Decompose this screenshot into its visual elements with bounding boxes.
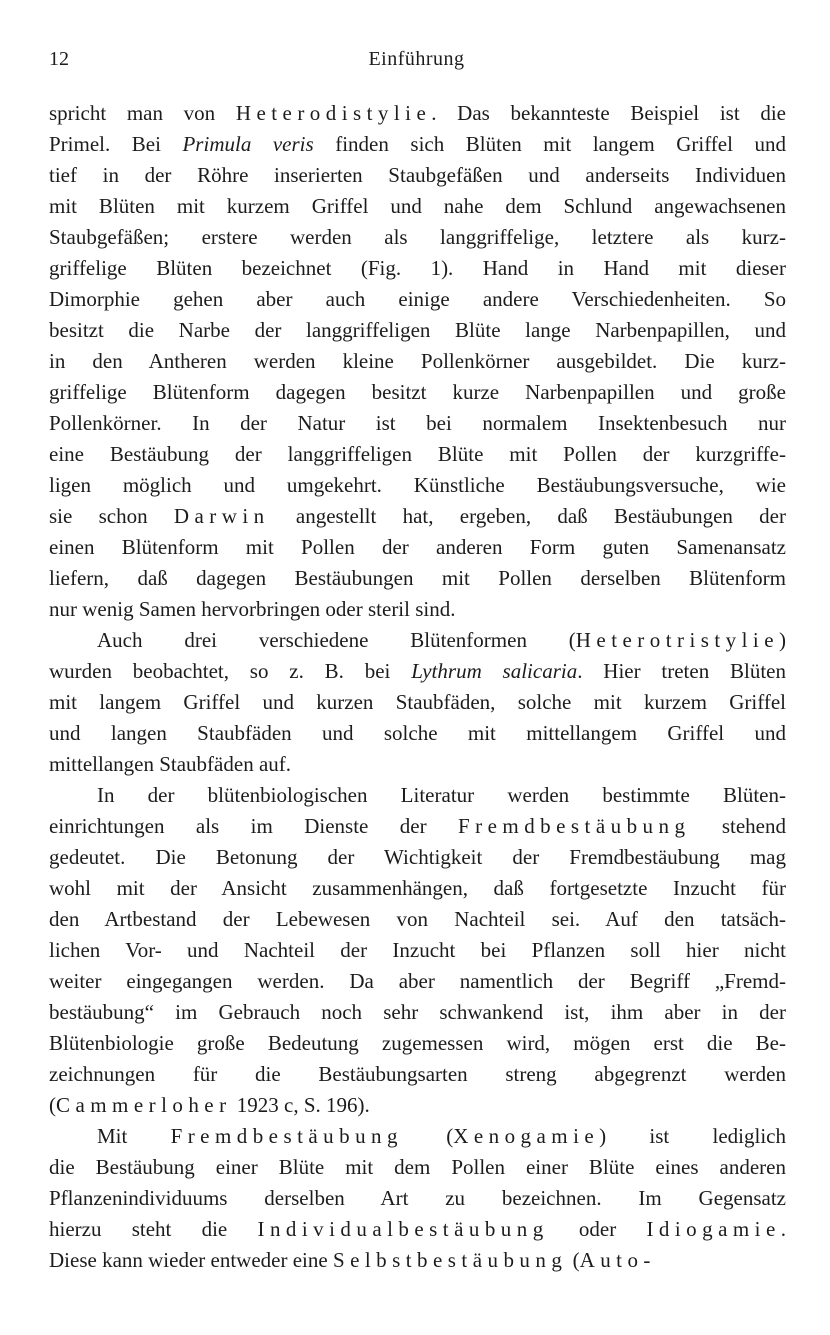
spaced-term: Fremdbestäubung <box>170 1124 403 1148</box>
text-segment: die Bestäubung einer Blüte mit dem Pollen einer Blüte eines anderen <box>49 1155 786 1179</box>
spaced-term: Darwin <box>173 504 270 528</box>
text-line <box>49 718 786 749</box>
spaced-term: Individualbestäubung <box>257 1217 549 1241</box>
text-segment: wohl mit der Ansicht zusammenhängen, daß fortgesetzte Inzucht für <box>49 876 786 900</box>
text-line <box>49 408 786 439</box>
text-segment: Pflanzenindividuums derselben Art zu bezeichnen. Im Gegensatz <box>49 1186 786 1210</box>
text-segment: liefern, daß dagegen Bestäubungen mit Pollen derselben Blütenform <box>49 566 786 590</box>
text-line <box>49 563 786 594</box>
text-segment: lichen Vor- und Nachteil der Inzucht bei Pflanzen soll hier nicht <box>49 938 786 962</box>
text-line <box>49 98 786 129</box>
text-line <box>49 1090 786 1121</box>
text-segment: tief in der Röhre inserierten Staubgefäßen und anderseits Individuen <box>49 163 786 187</box>
text-segment: und langen Staubfäden und solche mit mittellangem Griffel und <box>49 721 786 745</box>
text-segment: weiter eingegangen werden. Da aber namentlich der Begriff „Fremd- <box>49 969 786 993</box>
text-segment: Dimorphie gehen aber auch einige andere Verschiedenheiten. So <box>49 287 786 311</box>
text-segment: Pollenkörner. In der Natur ist bei normalem Insektenbesuch nur <box>49 411 786 435</box>
text-line <box>49 1121 786 1152</box>
text-segment: ( <box>402 1124 454 1148</box>
text-segment: Diese kann wieder entweder eine <box>49 1248 333 1272</box>
text-line <box>49 1214 786 1245</box>
page-number: 12 <box>49 48 69 70</box>
text-segment: ( <box>567 1248 580 1272</box>
spaced-term: Auto- <box>579 1248 656 1272</box>
text-segment: ligen möglich und umgekehrt. Künstliche Bestäubungsversuche, wie <box>49 473 786 497</box>
text-segment: . Das bekannteste Beispiel ist die <box>431 101 786 125</box>
text-line <box>49 284 786 315</box>
text-segment: mit langem Griffel und kurzen Staubfäden, solche mit kurzem Griffel <box>49 690 786 714</box>
spaced-term: Idiogamie <box>646 1217 781 1241</box>
text-segment: 1923 c, S. 196). <box>231 1093 370 1117</box>
text-line <box>49 160 786 191</box>
text-line <box>49 315 786 346</box>
text-line <box>49 377 786 408</box>
text-segment: angestellt hat, ergeben, daß Bestäubungen der <box>269 504 786 528</box>
spaced-term: Cammerloher <box>56 1093 232 1117</box>
text-segment: finden sich Blüten mit langem Griffel und <box>313 132 786 156</box>
spaced-term: Fremdbestäubung <box>458 814 691 838</box>
text-line <box>49 191 786 222</box>
text-segment: mittellangen Staubfäden auf. <box>49 752 292 776</box>
text-segment: zeichnungen für die Bestäubungsarten streng abgegrenzt werden <box>49 1062 786 1086</box>
spaced-term: Xenogamie <box>453 1124 600 1148</box>
text-segment: einrichtungen als im Dienste der <box>49 814 459 838</box>
text-segment: ) <box>779 628 786 652</box>
text-segment: ( <box>49 1093 56 1117</box>
text-segment: Staubgefäßen; erstere werden als langgriffelige, letztere als kurz- <box>49 225 786 249</box>
italic-term: Lythrum salicaria <box>411 659 578 683</box>
text-line <box>49 1245 786 1276</box>
text-segment: Mit <box>97 1124 171 1148</box>
text-segment: einen Blütenform mit Pollen der anderen Form guten Samenansatz <box>49 535 786 559</box>
text-segment: oder <box>548 1217 647 1241</box>
text-line <box>49 997 786 1028</box>
text-line <box>49 470 786 501</box>
spaced-term: Heterotristylie <box>575 628 779 652</box>
text-line <box>49 811 786 842</box>
text-line <box>49 935 786 966</box>
text-line <box>49 873 786 904</box>
text-segment: bestäubung“ im Gebrauch noch sehr schwankend ist, ihm aber in der <box>49 1000 786 1024</box>
text-segment: wurden beobachtet, so z. B. bei <box>49 659 412 683</box>
text-segment: Auch drei verschiedene Blütenformen ( <box>97 628 576 652</box>
spaced-term: Heterodistylie <box>235 101 432 125</box>
text-line <box>49 501 786 532</box>
text-segment: griffelige Blüten bezeichnet (Fig. 1). Hand in Hand mit dieser <box>49 256 786 280</box>
text-segment: in den Antheren werden kleine Pollenkörner ausgebildet. Die kurz- <box>49 349 786 373</box>
text-segment: sie schon <box>49 504 174 528</box>
text-line <box>49 129 786 160</box>
text-line <box>49 439 786 470</box>
text-line <box>49 594 786 625</box>
text-line <box>49 253 786 284</box>
text-line <box>49 532 786 563</box>
text-segment: spricht man von <box>49 101 236 125</box>
text-line <box>49 1152 786 1183</box>
text-segment: nur wenig Samen hervorbringen oder steril sind. <box>49 597 456 621</box>
text-line <box>49 749 786 780</box>
page-header <box>49 48 784 78</box>
text-line <box>49 842 786 873</box>
text-segment: stehend <box>690 814 786 838</box>
text-line <box>49 1028 786 1059</box>
text-line <box>49 346 786 377</box>
text-line <box>49 625 786 656</box>
body-text <box>49 98 786 1276</box>
text-segment: gedeutet. Die Betonung der Wichtigkeit der Fremdbestäubung mag <box>49 845 786 869</box>
text-line <box>49 1059 786 1090</box>
text-segment: hierzu steht die <box>49 1217 258 1241</box>
text-line <box>49 904 786 935</box>
text-segment: In der blütenbiologischen Literatur werden bestimmte Blüten- <box>97 783 786 807</box>
text-line <box>49 222 786 253</box>
text-segment: besitzt die Narbe der langgriffeligen Blüte lange Narbenpapillen, und <box>49 318 786 342</box>
text-segment: mit Blüten mit kurzem Griffel und nahe dem Schlund angewachsenen <box>49 194 786 218</box>
text-segment: . Hier treten Blüten <box>577 659 787 683</box>
text-line <box>49 966 786 997</box>
text-line <box>49 656 786 687</box>
text-line <box>49 1183 786 1214</box>
text-segment: griffelige Blütenform dagegen besitzt kurze Narbenpapillen und große <box>49 380 786 404</box>
text-segment: Primel. Bei <box>49 132 183 156</box>
text-segment: den Artbestand der Lebewesen von Nachteil sei. Auf den tatsäch- <box>49 907 786 931</box>
text-segment: Blütenbiologie große Bedeutung zugemessen wird, mögen erst die Be- <box>49 1031 786 1055</box>
text-segment: . <box>780 1217 786 1241</box>
italic-term: Primula veris <box>182 132 314 156</box>
text-line <box>49 687 786 718</box>
text-segment: ) ist lediglich <box>599 1124 786 1148</box>
text-segment: eine Bestäubung der langgriffeligen Blüte mit Pollen der kurzgriffe- <box>49 442 786 466</box>
running-title: Einführung <box>368 48 465 70</box>
spaced-term: Selbstbestäubung <box>332 1248 568 1272</box>
text-line <box>49 780 786 811</box>
